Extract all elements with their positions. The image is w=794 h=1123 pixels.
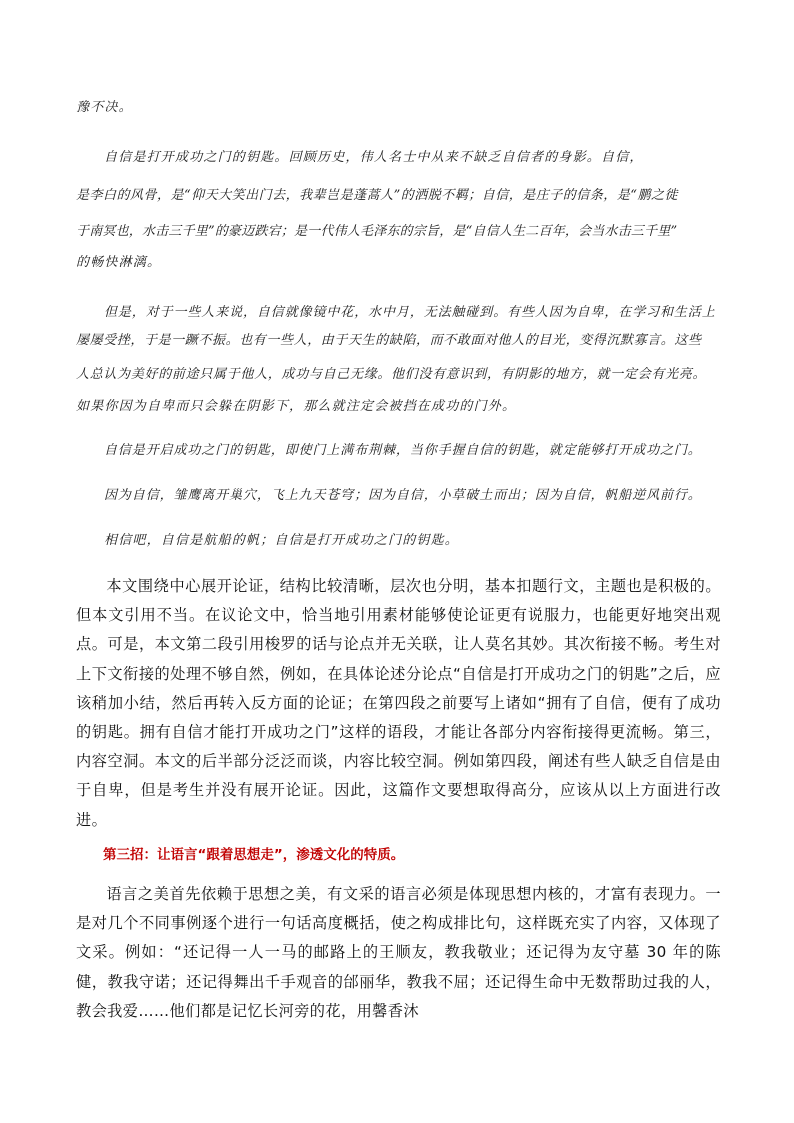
- essay-line: 豫不决。: [76, 100, 133, 115]
- essay-line: 如果你因为自卑而只会躲在阴影下，那么就注定会被挡在成功的门外。: [76, 399, 517, 414]
- essay-line: 自信是打开成功之门的钥匙。回顾历史，伟人名士中从来不缺乏自信者的身影。自信，: [104, 150, 644, 165]
- essay-line: 相信吧，自信是航船的帆；自信是打开成功之门的钥匙。: [104, 533, 460, 548]
- essay-line: 的畅快淋漓。: [76, 255, 162, 270]
- essay-line: 屡屡受挫，于是一蹶不振。也有一些人，由于天生的缺陷，而不敢面对他人的目光，变得沉默寡言。这些: [76, 333, 702, 348]
- essay-line: 自信是开启成功之门的钥匙，即使门上满布荆棘，当你手握自信的钥匙，就定能够打开成功之门。: [104, 443, 702, 458]
- essay-line: 是李白的风骨，是“仰天大笑出门去，我辈岂是蓬蒿人”的洒脱不羁；自信，是庄子的信条，是“鹏之徙: [76, 188, 678, 203]
- essay-line: 因为自信，雏鹰离开巢穴，飞上九天苍穹；因为自信，小草破土而出；因为自信，帆船逆风前行。: [104, 488, 702, 503]
- essay-line: 人总认为美好的前途只属于他人，成功与自己无缘。他们没有意识到，有阴影的地方，就一定会有光亮。: [76, 367, 707, 382]
- commentary-paragraph: 本文围绕中心展开论证，结构比较清晰，层次也分明，基本扣题行文，主题也是积极的。但本文引用不当。在议论文中，恰当地引用素材能够使论证更有说服力，也能更好地突出观点。可是，本文第二段引用梭罗的话与论点并无关联，让人莫名其妙。其次衔接不畅。考生对上下文衔接的处理不够自然，例如，在具体论述分论点“自信是打开成功之门的钥匙”之后，应该稍加小结，然后再转入反方面的论证；在第四段之前要写上诸如“拥有了自信，便有了成功的钥匙。拥有自信才能打开成功之门”这样的语段，才能让各部分内容衔接得更流畅。第三，内容空洞。本文的后半部分泛泛而谈，内容比较空洞。例如第四段，阐述有些人缺乏自信是由于自卑，但是考生并没有展开论证。因此，这篇作文要想取得高分，应该从以上方面进行改进。: [76, 577, 721, 829]
- section-heading: 第三招：让语言“跟着思想走”，渗透文化的特质。: [103, 847, 405, 863]
- essay-line: 但是，对于一些人来说，自信就像镜中花，水中月，无法触碰到。有些人因为自卑，在学习和生活上: [104, 305, 716, 320]
- essay-line: 于南冥也，水击三千里”的豪迈跌宕；是一代伟人毛泽东的宗旨，是“自信人生二百年，会当水击三千里”: [76, 224, 678, 239]
- section-body-paragraph: 语言之美首先依赖于思想之美，有文采的语言必须是体现思想内核的，才富有表现力。一是对几个不同事例逐个进行一句话高度概括，使之构成排比句，这样既充实了内容，又体现了文采。例如：“还记得一人一马的邮路上的王顺友，教我敬业；还记得为友守墓 30 年的陈健，教我守诺；还记得舞出千手观音的邰丽华，教我不屈；还记得生命中无数帮助过我的人，教会我爱……他们都是记忆长河旁的花，用馨香沐: [76, 885, 721, 1020]
